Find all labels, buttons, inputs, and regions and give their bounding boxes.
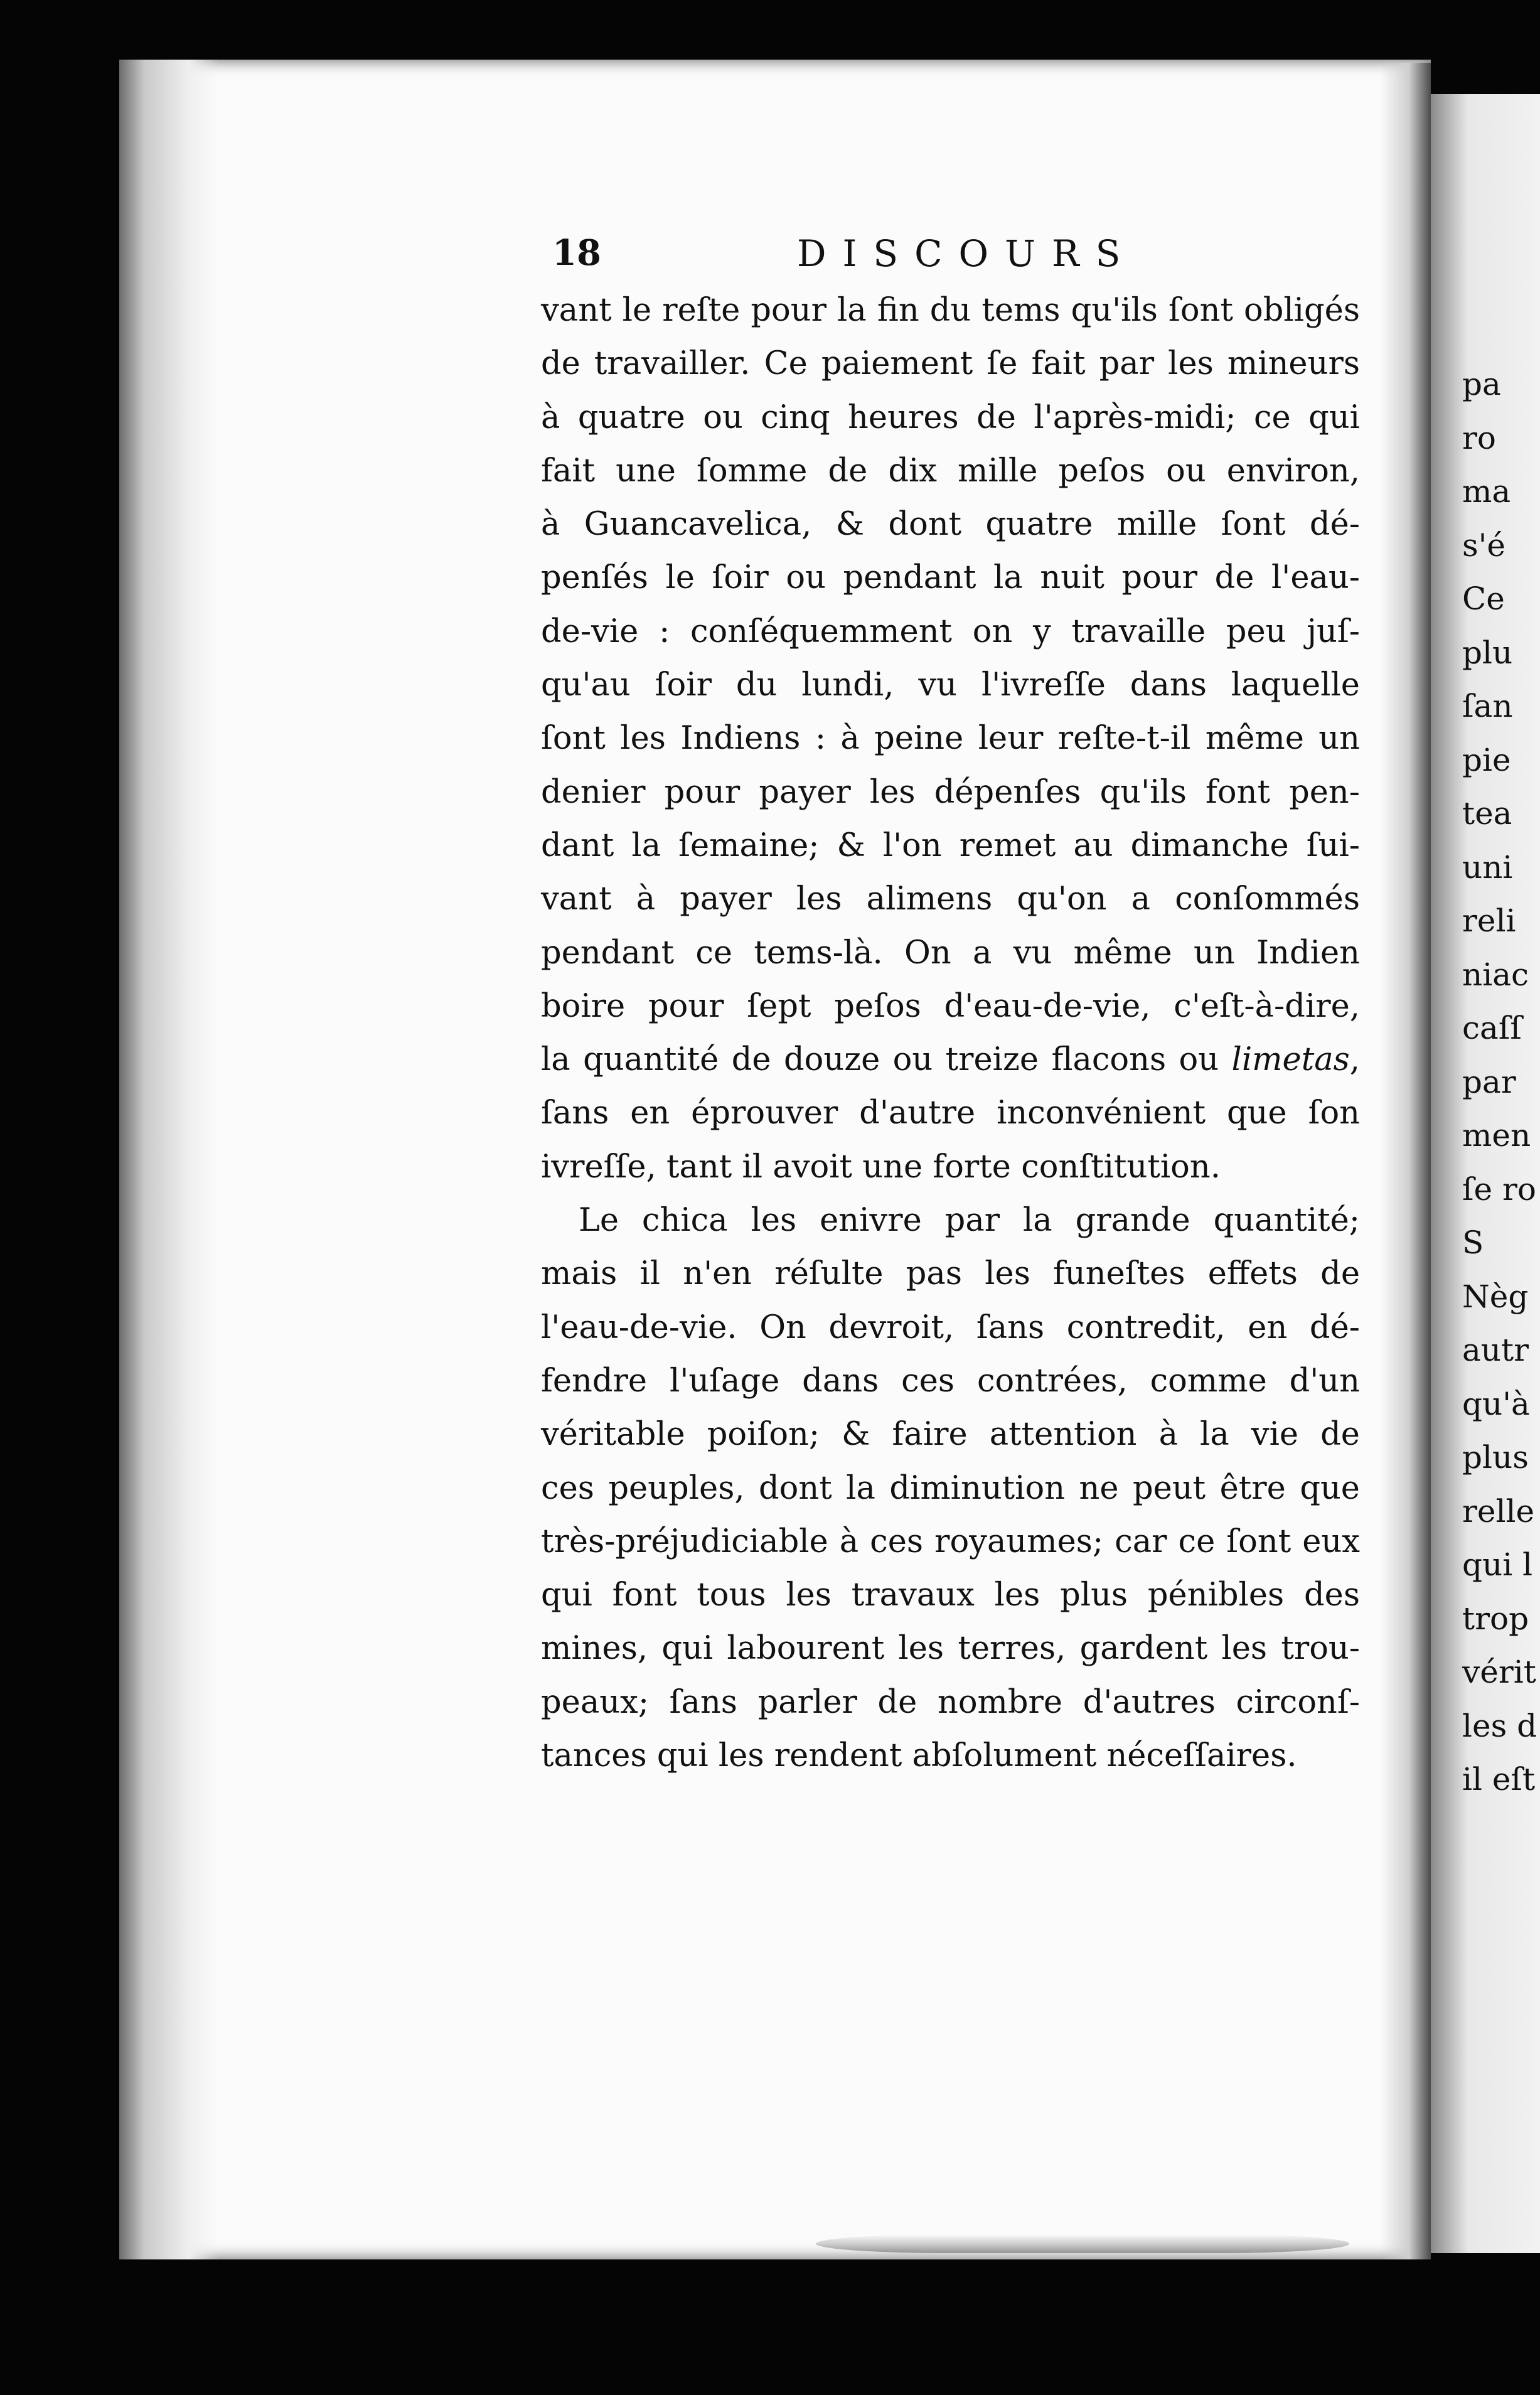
facing-line: Ce bbox=[1462, 581, 1505, 617]
text-line: de travailler. Ce paiement ſe fait par les mineurs bbox=[541, 345, 1360, 383]
text-line: de-vie : conſéquemment on y travaille peu juſ- bbox=[541, 613, 1360, 650]
facing-line: les d bbox=[1462, 1707, 1537, 1744]
page-number: 18 bbox=[552, 232, 601, 274]
text-line: penſés le ſoir ou pendant la nuit pour de l'eau- bbox=[541, 559, 1360, 597]
facing-line: autr bbox=[1462, 1332, 1529, 1368]
text-line: à Guancavelica, & dont quatre mille ſont dé- bbox=[541, 506, 1360, 544]
facing-line: vérit bbox=[1462, 1654, 1536, 1690]
facing-line: pa bbox=[1462, 366, 1501, 402]
page-gutter-shadow bbox=[1381, 63, 1431, 2259]
text-line: véritable poiſon; & faire attention à la vie de bbox=[541, 1416, 1360, 1454]
text-line: peaux; ſans parler de nombre d'autres circonſ- bbox=[541, 1683, 1360, 1721]
facing-line: il eſt bbox=[1462, 1761, 1536, 1798]
text-line: mais il n'en réſulte pas les funeſtes effets de bbox=[541, 1255, 1360, 1293]
text-segment: la quantité de douze ou treize flacons ou bbox=[541, 1041, 1232, 1079]
text-line: très-préjudiciable à ces royaumes; car ce ſont eux bbox=[541, 1523, 1360, 1560]
facing-line: S bbox=[1462, 1224, 1484, 1261]
text-line: vant le reſte pour la fin du tems qu'ils ſont obligés bbox=[541, 292, 1360, 329]
text-line: l'eau-de-vie. On devroit, ſans contredit, en dé- bbox=[541, 1309, 1360, 1346]
facing-line: ſe ro bbox=[1462, 1171, 1536, 1208]
facing-page bbox=[1412, 94, 1540, 2253]
facing-line: qui l bbox=[1462, 1546, 1533, 1583]
text-line: ces peuples, dont la diminution ne peut être que bbox=[541, 1469, 1360, 1507]
facing-line: pie bbox=[1462, 741, 1511, 778]
text-line: boire pour ſept peſos d'eau-de-vie, c'eſt-à-dire, bbox=[541, 987, 1360, 1025]
facing-line: niac bbox=[1462, 956, 1529, 993]
text-line-with-italic bbox=[541, 1033, 1360, 1086]
text-line: dant la ſemaine; & l'on remet au dimanche ſui- bbox=[541, 827, 1360, 864]
text-line: mines, qui labourent les terres, gardent les trou- bbox=[541, 1630, 1360, 1668]
facing-line: ſan bbox=[1462, 688, 1513, 724]
facing-line: caſſ bbox=[1462, 1010, 1522, 1046]
facing-line: ro bbox=[1462, 419, 1497, 456]
facing-line: ma bbox=[1462, 473, 1511, 510]
facing-line: s'é bbox=[1462, 527, 1505, 564]
text-line: qui font tous les travaux les plus pénibles des bbox=[541, 1577, 1360, 1614]
facing-page-text bbox=[1462, 358, 1537, 1807]
facing-line: reli bbox=[1462, 903, 1516, 939]
facing-line: trop bbox=[1462, 1600, 1529, 1637]
text-line: à quatre ou cinq heures de l'après-midi; ce qui bbox=[541, 399, 1360, 436]
facing-line: plus bbox=[1462, 1439, 1529, 1476]
text-line: qu'au ſoir du lundi, vu l'ivreſſe dans laquelle bbox=[541, 667, 1360, 704]
page-left-edge-shadow bbox=[119, 60, 220, 2259]
page-body-text bbox=[541, 284, 1360, 1782]
italic-term: limetas bbox=[1231, 1041, 1350, 1079]
facing-line: men bbox=[1462, 1117, 1531, 1154]
text-line: ſans en éprouver d'autre inconvénient que ſon bbox=[541, 1095, 1360, 1132]
text-line: ivreſſe, tant il avoit une forte conſtitution. bbox=[541, 1148, 1221, 1186]
facing-line: tea bbox=[1462, 795, 1512, 832]
text-line: ſont les Indiens : à peine leur reſte-t-il même un bbox=[541, 720, 1360, 758]
facing-line: plu bbox=[1462, 634, 1513, 671]
text-line: tances qui les rendent abſolument néceſſaires. bbox=[541, 1737, 1297, 1775]
text-segment: , bbox=[1349, 1041, 1360, 1079]
running-head: DISCOURS bbox=[797, 232, 1137, 275]
text-line: denier pour payer les dépenſes qu'ils font pen- bbox=[541, 773, 1360, 811]
text-line: fait une ſomme de dix mille peſos ou environ, bbox=[541, 452, 1360, 490]
text-line: pendant ce tems-là. On a vu même un Indien bbox=[541, 934, 1360, 972]
text-line: vant à payer les alimens qu'on a conſommés bbox=[541, 881, 1360, 918]
facing-line: uni bbox=[1462, 849, 1513, 886]
text-line: Le chica les enivre par la grande quantité; bbox=[579, 1202, 1360, 1240]
page-header bbox=[552, 232, 1180, 289]
facing-line: qu'à bbox=[1462, 1385, 1530, 1422]
text-line: fendre l'uſage dans ces contrées, comme d'un bbox=[541, 1362, 1360, 1400]
facing-line: relle bbox=[1462, 1492, 1535, 1530]
facing-line: par bbox=[1462, 1063, 1516, 1100]
page-bottom-shadow bbox=[816, 2234, 1349, 2253]
facing-line: Nèg bbox=[1462, 1278, 1529, 1315]
